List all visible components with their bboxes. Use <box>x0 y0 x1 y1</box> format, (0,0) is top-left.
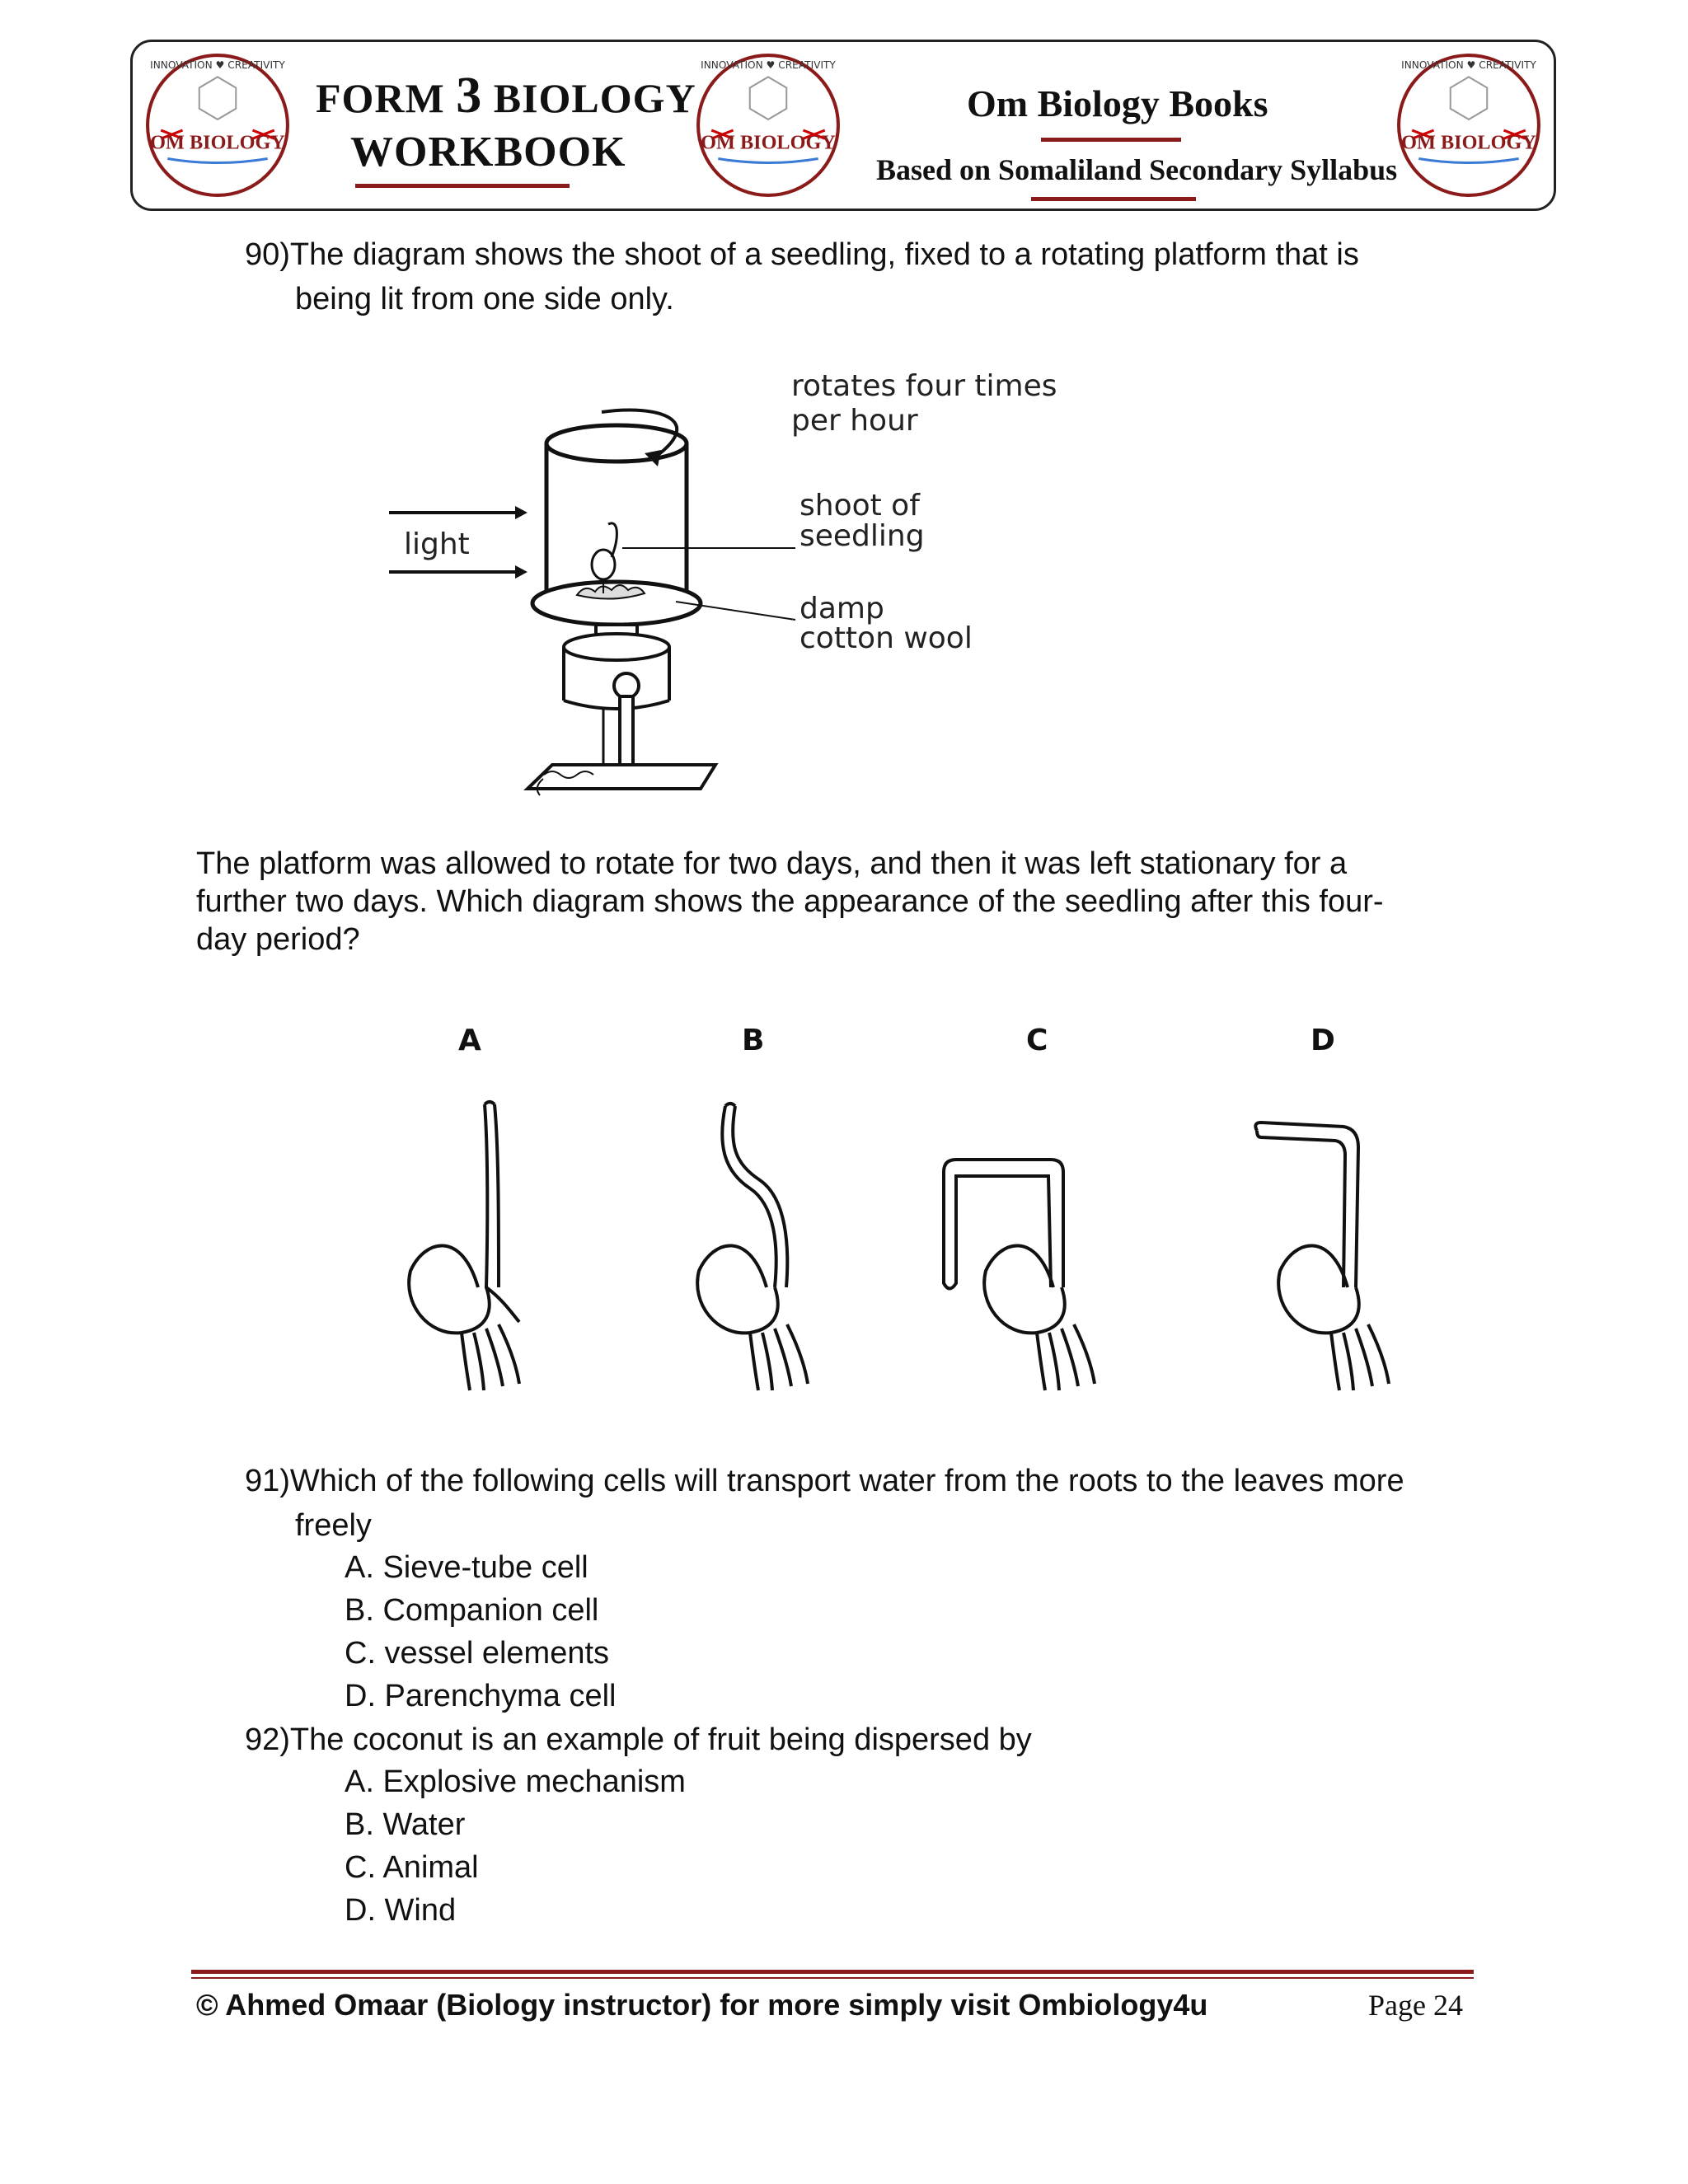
svg-text:OM BIOLOGY: OM BIOLOGY <box>150 131 285 154</box>
question-92-text: 92)The coconut is an example of fruit being dispersed by <box>245 1722 1032 1757</box>
label-damp-1: damp <box>799 592 884 626</box>
label-shoot-1: shoot of <box>799 489 920 523</box>
option-letter-d: D <box>1311 1024 1335 1057</box>
title-underline <box>355 184 570 188</box>
seedling-option-c <box>944 1160 1095 1390</box>
option-letter-a: A <box>458 1024 481 1057</box>
label-damp-2: cotton wool <box>799 621 973 655</box>
seedling-option-b <box>697 1104 808 1390</box>
page-number: Page 24 <box>1368 1989 1463 2022</box>
syllabus-line: Based on Somaliland Secondary Syllabus <box>876 153 1398 186</box>
om-biology-logo-icon <box>1394 50 1544 200</box>
question-90-paragraph-cont: further two days. Which diagram shows the appearance of the seedling after this four- <box>196 884 1384 919</box>
om-biology-logo-icon <box>693 50 843 200</box>
om-biology-logo <box>1394 50 1544 200</box>
option-letter-b: B <box>742 1024 765 1057</box>
syllabus-underline <box>1031 197 1196 201</box>
brand-underline <box>1041 138 1181 142</box>
question-91-text: 91)Which of the following cells will transport water from the roots to the leaves more <box>245 1464 1404 1498</box>
q92-choice-a: A. Explosive mechanism <box>345 1765 686 1799</box>
svg-text:INNOVATION ♥ CREATIVITY: INNOVATION ♥ CREATIVITY <box>701 59 836 72</box>
svg-text:OM BIOLOGY: OM BIOLOGY <box>1401 131 1536 154</box>
label-rotates-2: per hour <box>791 404 918 438</box>
q92-choice-c: C. Animal <box>345 1850 479 1885</box>
question-91-text-cont: freely <box>295 1508 372 1543</box>
seedling-option-a <box>409 1102 519 1390</box>
workbook-subtitle: WORKBOOK <box>350 129 626 176</box>
q92-choice-d: D. Wind <box>345 1893 457 1928</box>
seedling-option-d <box>1255 1122 1389 1390</box>
om-biology-logo-icon <box>143 50 293 200</box>
workbook-title: FORM 3 BIOLOGY <box>316 68 696 124</box>
page-header <box>130 40 1556 211</box>
rotating-platform-diagram <box>379 363 1121 808</box>
om-biology-logo <box>693 50 843 200</box>
om-biology-logo <box>143 50 293 200</box>
q91-choice-b: B. Companion cell <box>345 1593 599 1628</box>
svg-text:OM BIOLOGY: OM BIOLOGY <box>701 131 836 154</box>
base-plate <box>528 765 715 789</box>
q91-choice-d: D. Parenchyma cell <box>345 1679 617 1713</box>
rotation-arrow-icon <box>602 410 677 460</box>
q91-choice-c: C. vessel elements <box>345 1636 610 1671</box>
svg-text:INNOVATION ♥ CREATIVITY: INNOVATION ♥ CREATIVITY <box>150 59 285 72</box>
question-90-text: 90)The diagram shows the shoot of a seedling, fixed to a rotating platform that is <box>245 237 1359 272</box>
footer-rule <box>191 1970 1474 1974</box>
glass-cylinder <box>546 425 687 606</box>
question-90-paragraph-end: day period? <box>196 922 360 957</box>
answer-options-diagram <box>363 1015 1467 1403</box>
svg-text:INNOVATION ♥ CREATIVITY: INNOVATION ♥ CREATIVITY <box>1401 59 1536 72</box>
label-rotates-1: rotates four times <box>791 369 1057 403</box>
footer-credit: © Ahmed Omaar (Biology instructor) for more simply visit Ombiology4u <box>196 1988 1208 2022</box>
label-shoot-2: seedling <box>799 519 925 553</box>
footer-rule-thin <box>191 1977 1474 1979</box>
q92-choice-b: B. Water <box>345 1807 466 1842</box>
label-light: light <box>404 527 470 561</box>
question-90-text-cont: being lit from one side only. <box>295 282 674 316</box>
option-letter-c: C <box>1026 1024 1048 1057</box>
brand-name: Om Biology Books <box>967 82 1268 124</box>
q91-choice-a: A. Sieve-tube cell <box>345 1550 588 1585</box>
question-90-paragraph: The platform was allowed to rotate for two days, and then it was left stationary for a <box>196 846 1348 881</box>
